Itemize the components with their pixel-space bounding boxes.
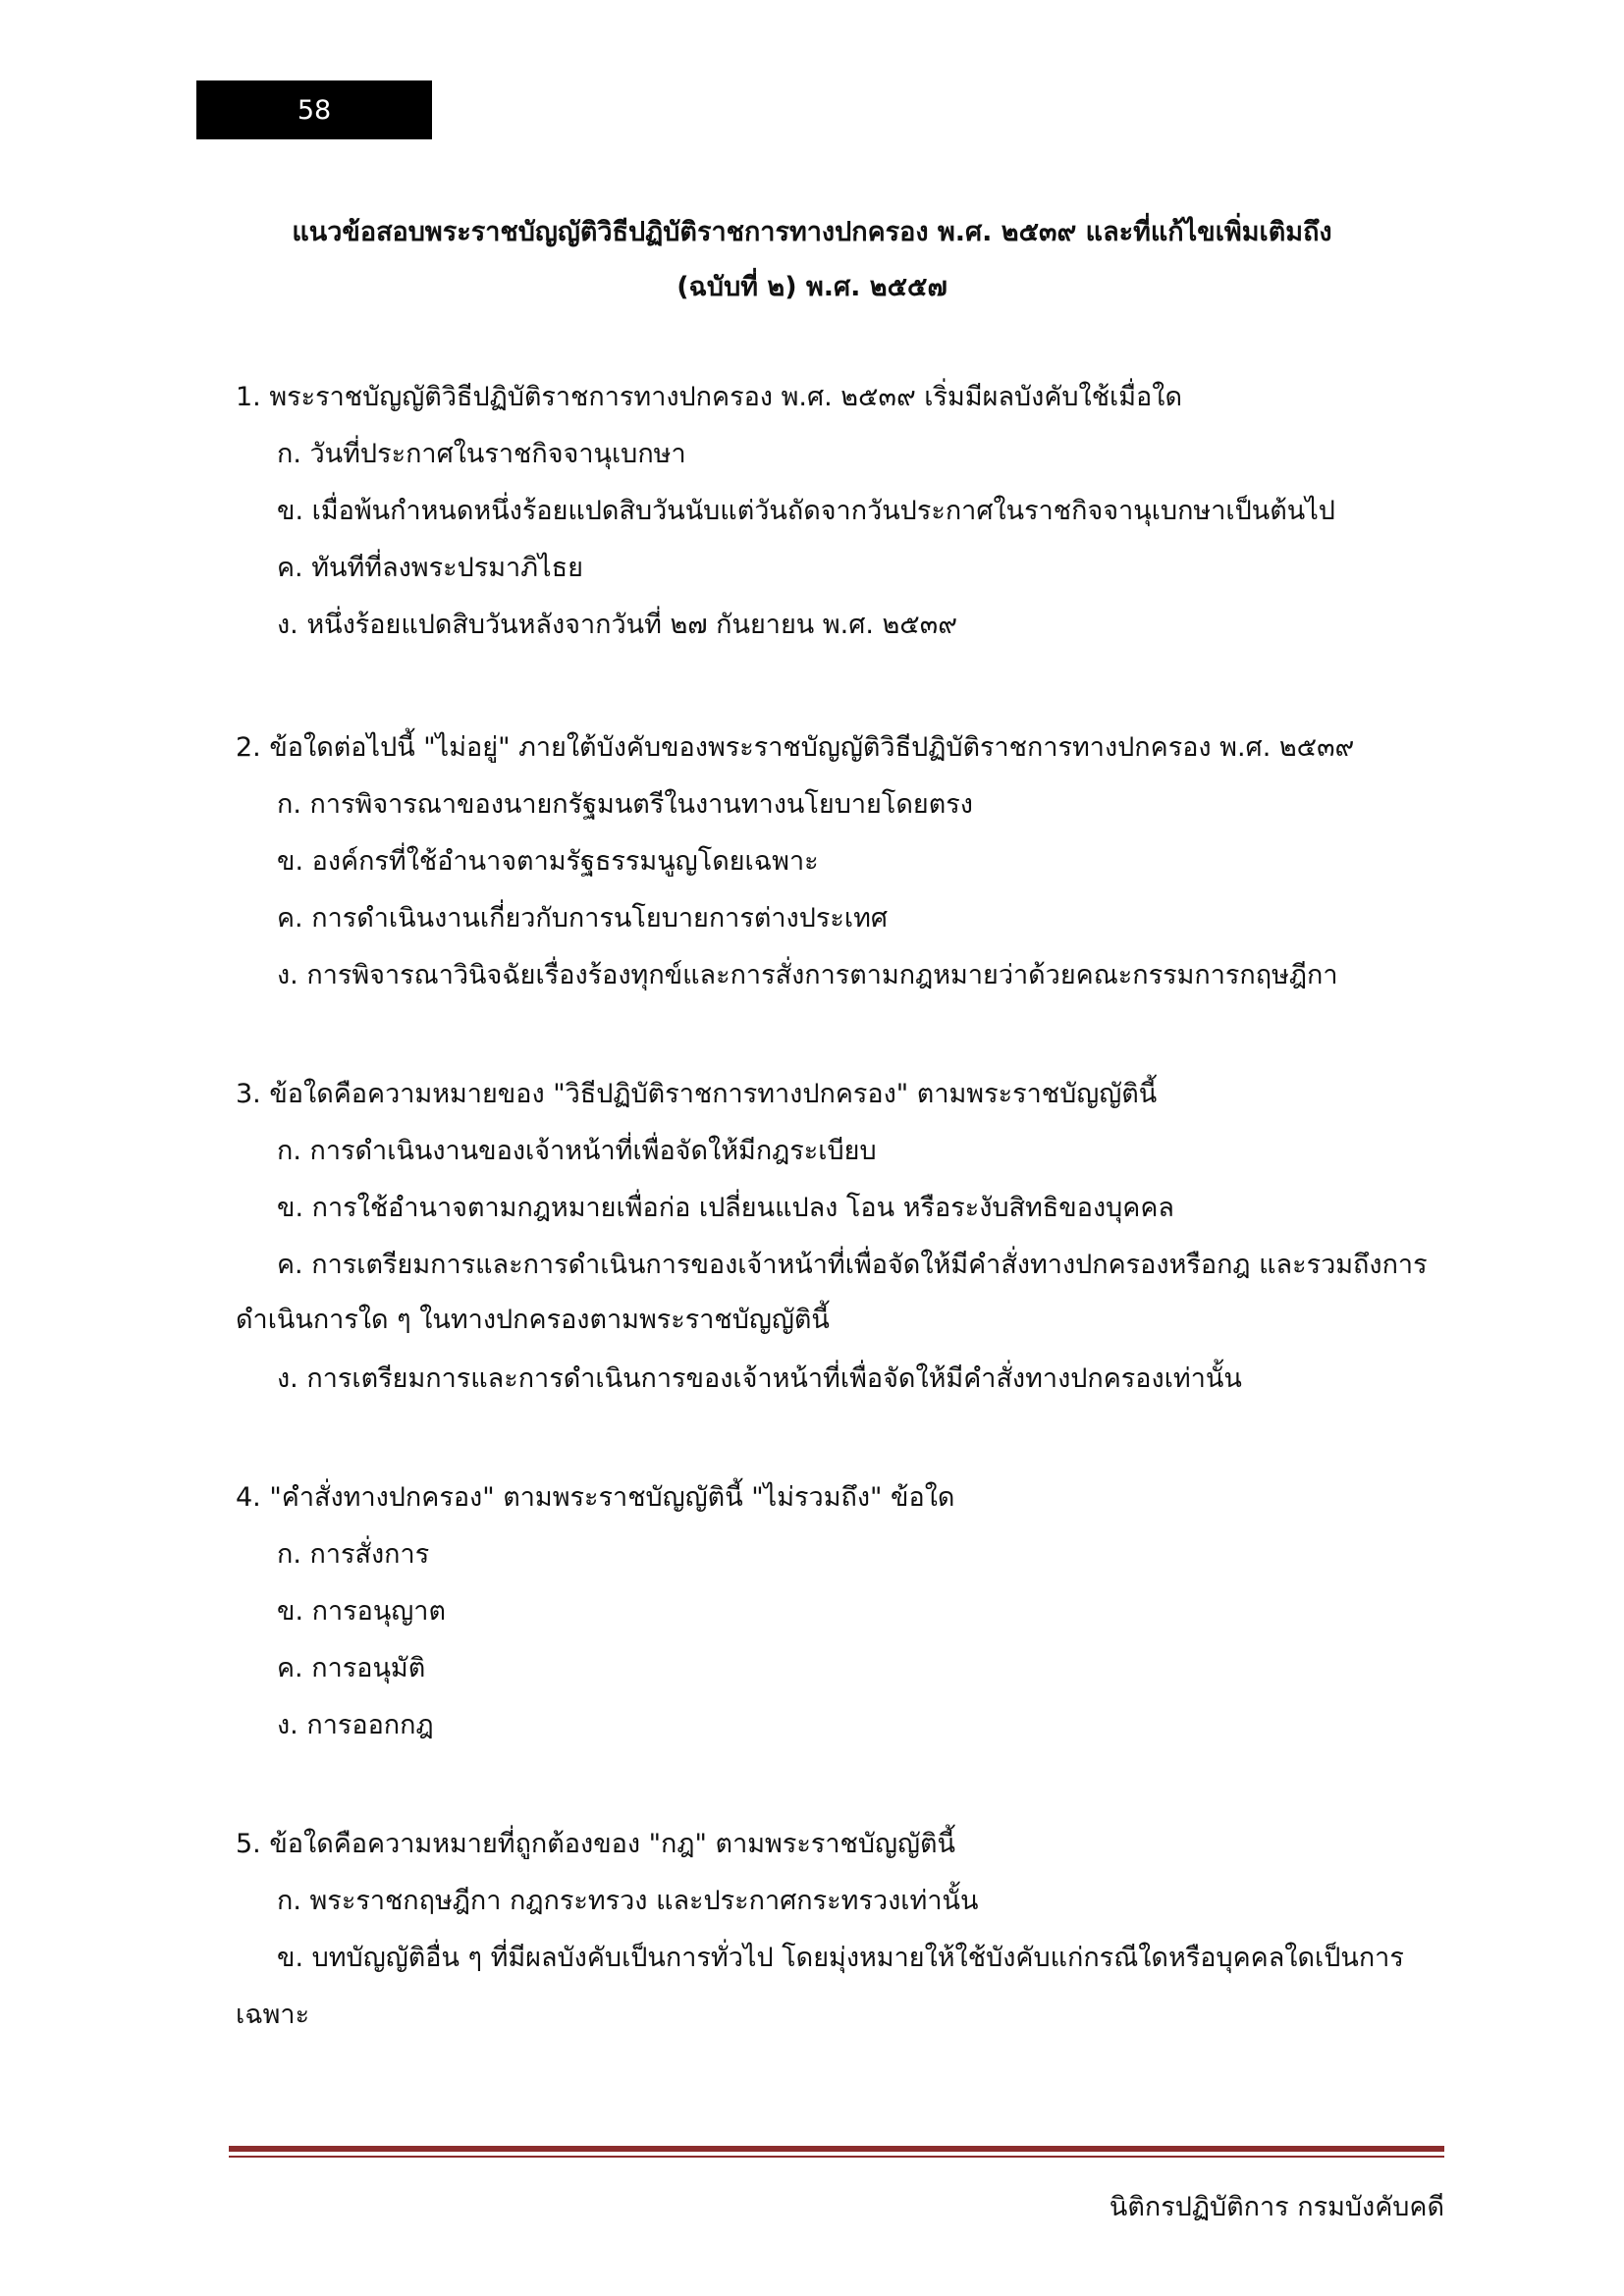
question-2-option-d: ง. การพิจารณาวินิจฉัยเรื่องร้องทุกข์และการสั่งการตามกฎหมายว่าด้วยคณะกรรมการกฤษฎีกา	[277, 960, 1338, 990]
question-2-option-b: ข. องค์กรที่ใช้อำนาจตามรัฐธรรมนูญโดยเฉพาะ	[277, 846, 819, 877]
question-3-option-c: ค. การเตรียมการและการดำเนินการของเจ้าหน้าที่เพื่อจัดให้มีคำสั่งทางปกครองหรือกฎ และรวมถึงการ	[277, 1250, 1428, 1280]
question-1-option-c: ค. ทันทีที่ลงพระปรมาภิไธย	[277, 553, 583, 583]
question-4-option-c: ค. การอนุมัติ	[277, 1653, 426, 1683]
question-1-option-b: ข. เมื่อพ้นกำหนดหนึ่งร้อยแปดสิบวันนับแต่วันถัดจากวันประกาศในราชกิจจานุเบกษาเป็นต้นไป	[277, 496, 1335, 526]
footer-divider	[229, 2146, 1444, 2152]
question-5-option-b: ข. บทบัญญัติอื่น ๆ ที่มีผลบังคับเป็นการทั่วไป โดยมุ่งหมายให้ใช้บังคับแก่กรณีใดหรือบุคคลใดเป็นการ	[277, 1943, 1404, 1973]
page-number: 58	[196, 80, 432, 139]
document-title-line-2: (ฉบับที่ ๒) พ.ศ. ๒๕๕๗	[677, 272, 947, 302]
question-2: 2. ข้อใดต่อไปนี้ "ไม่อยู่" ภายใต้บังคับของพระราชบัญญัติวิธีปฏิบัติราชการทางปกครอง พ.ศ. ๒๕๓๙	[236, 732, 1355, 763]
question-3: 3. ข้อใดคือความหมายของ "วิธีปฏิบัติราชการทางปกครอง" ตามพระราชบัญญัตินี้	[236, 1079, 1158, 1109]
question-1-option-a: ก. วันที่ประกาศในราชกิจจานุเบกษา	[277, 439, 686, 469]
question-3-option-a: ก. การดำเนินงานของเจ้าหน้าที่เพื่อจัดให้มีกฎระเบียบ	[277, 1136, 877, 1166]
question-4: 4. "คำสั่งทางปกครอง" ตามพระราชบัญญัตินี้ "ไม่รวมถึง" ข้อใด	[236, 1482, 955, 1513]
question-3-option-c-continued: ดำเนินการใด ๆ ในทางปกครองตามพระราชบัญญัตินี้	[236, 1305, 830, 1335]
question-5-option-b-continued: เฉพาะ	[236, 2000, 310, 2030]
question-5-option-a: ก. พระราชกฤษฎีกา กฎกระทรวง และประกาศกระทรวงเท่านั้น	[277, 1886, 979, 1916]
document-title-line-1: แนวข้อสอบพระราชบัญญัติวิธีปฏิบัติราชการทางปกครอง พ.ศ. ๒๕๓๙ และที่แก้ไขเพิ่มเติมถึง	[292, 217, 1332, 247]
question-2-option-c: ค. การดำเนินงานเกี่ยวกับการนโยบายการต่างประเทศ	[277, 903, 889, 934]
question-5: 5. ข้อใดคือความหมายที่ถูกต้องของ "กฎ" ตามพระราชบัญญัตินี้	[236, 1829, 955, 1859]
question-4-option-d: ง. การออกกฎ	[277, 1710, 434, 1740]
footer-divider-thin	[229, 2156, 1444, 2158]
footer-text: นิติกรปฏิบัติการ กรมบังคับคดี	[1109, 2192, 1444, 2222]
question-1: 1. พระราชบัญญัติวิธีปฏิบัติราชการทางปกครอง พ.ศ. ๒๕๓๙ เริ่มมีผลบังคับใช้เมื่อใด	[236, 382, 1182, 412]
question-3-option-b: ข. การใช้อำนาจตามกฎหมายเพื่อก่อ เปลี่ยนแปลง โอน หรือระงับสิทธิของบุคคล	[277, 1193, 1174, 1223]
question-4-option-b: ข. การอนุญาต	[277, 1596, 447, 1627]
question-3-option-d: ง. การเตรียมการและการดำเนินการของเจ้าหน้าที่เพื่อจัดให้มีคำสั่งทางปกครองเท่านั้น	[277, 1363, 1242, 1394]
question-2-option-a: ก. การพิจารณาของนายกรัฐมนตรีในงานทางนโยบายโดยตรง	[277, 789, 973, 820]
question-1-option-d: ง. หนึ่งร้อยแปดสิบวันหลังจากวันที่ ๒๗ กันยายน พ.ศ. ๒๕๓๙	[277, 610, 957, 640]
question-4-option-a: ก. การสั่งการ	[277, 1539, 430, 1570]
